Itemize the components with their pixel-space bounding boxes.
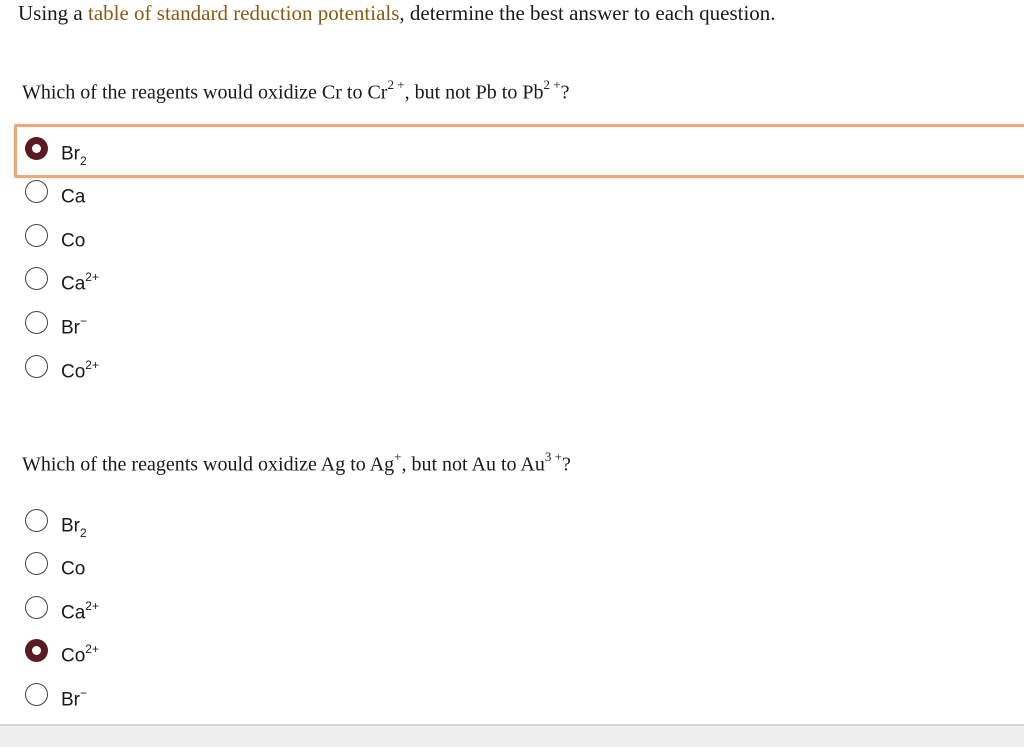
q2-option-5[interactable] (0, 674, 1024, 714)
option-label: Br− (61, 686, 88, 711)
q1-text-a: Which of the reagents would oxidize Cr to Cr (22, 81, 388, 104)
q2-sup-b: 3 + (544, 449, 562, 464)
instructions-prefix: Using a (18, 1, 88, 25)
radio-button[interactable] (25, 355, 48, 378)
option-label: $Co^{2+}$ (61, 358, 99, 383)
q1-text-b: , but not Pb to Pb (404, 81, 544, 104)
q2-option-2[interactable] (0, 543, 1024, 583)
radio-button-selected[interactable] (25, 137, 48, 160)
option-label: $Co^{2+}$ (61, 642, 99, 667)
option-label: $Ca^{2+}$ (61, 270, 99, 295)
radio-button[interactable] (25, 311, 48, 334)
option-label: Ca (61, 186, 86, 208)
radio-button[interactable] (25, 509, 48, 532)
option-label: $Br_2$ (61, 143, 87, 169)
q2-sup-a: + (394, 449, 402, 464)
q1-text-c: ? (560, 81, 570, 104)
q2-text-b: , but not Au to Au (401, 453, 545, 476)
radio-button[interactable] (25, 596, 48, 619)
instructions (18, 0, 776, 27)
q2-text-a: Which of the reagents would oxidize Ag to Ag (22, 453, 395, 476)
option-label: Co (61, 230, 86, 252)
option-label: $Br_2$ (61, 515, 87, 541)
radio-button-selected[interactable] (25, 639, 48, 662)
q2-option-4[interactable] (0, 630, 1024, 670)
radio-button[interactable] (25, 224, 48, 247)
q1-option-6[interactable] (0, 346, 1024, 386)
instructions-suffix: , determine the best answer to each question. (399, 1, 776, 25)
radio-button[interactable] (25, 552, 48, 575)
q1-option-2[interactable] (0, 172, 1024, 212)
q1-option-3[interactable] (0, 215, 1024, 255)
question-2-text (22, 445, 571, 479)
question-1-text (22, 73, 569, 107)
q1-option-5[interactable] (0, 302, 1024, 342)
q1-sup-a: 2 + (387, 77, 405, 92)
radio-button[interactable] (25, 180, 48, 203)
radio-button[interactable] (25, 683, 48, 706)
q1-sup-b: 2 + (543, 77, 561, 92)
q1-option-1[interactable] (0, 128, 1024, 168)
page-footer-bar (0, 724, 1024, 747)
q2-option-3[interactable] (0, 587, 1024, 627)
q1-option-4[interactable] (0, 259, 1024, 299)
option-label: $Ca^{2+}$ (61, 599, 99, 624)
radio-button[interactable] (25, 267, 48, 290)
q2-option-1[interactable] (0, 500, 1024, 540)
option-label: Br− (61, 314, 88, 339)
reduction-table-link[interactable]: table of standard reduction potentials (88, 1, 400, 25)
option-label: Co (61, 558, 86, 580)
q2-text-c: ? (561, 453, 571, 476)
